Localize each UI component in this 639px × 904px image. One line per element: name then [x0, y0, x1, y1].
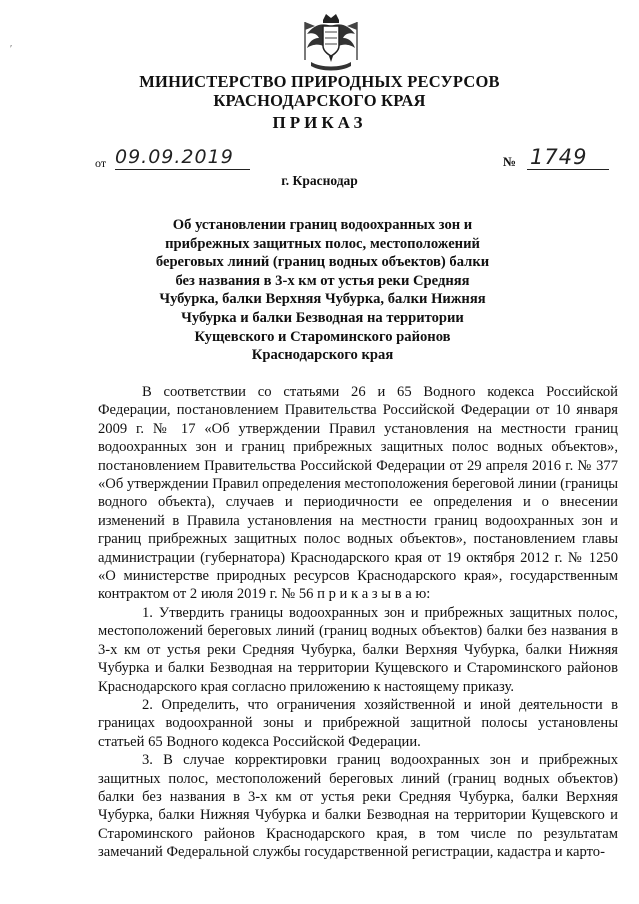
- number-underline: [527, 169, 609, 170]
- title-line: Краснодарского края: [251, 347, 394, 364]
- clause-1-paragraph: 1. Утвердить границы водоохранных зон и прибрежных защитных полос, местоположений береговых линий (границ водных объектов) балки без названия в 3-х км от устья реки Средняя Чубурка, балки Верхняя Чубурка, балки Нижняя Чубурка и балки Безводная на территории Кущевского и Староминского районов Краснодарского края согласно приложению к настоящему приказу.: [98, 604, 618, 695]
- clause-2-paragraph: 2. Определить, что ограничения хозяйственной и иной деятельности в границах водоохранной зоны и прибрежной защитной полосы установлены статьей 65 Водного кодекса Российской Федерации.: [98, 696, 618, 750]
- date-label: от: [95, 156, 107, 170]
- document-type: ПРИКАЗ: [272, 113, 367, 132]
- ministry-line-1: МИНИСТЕРСТВО ПРИРОДНЫХ РЕСУРСОВ: [139, 72, 500, 91]
- title-line: Чубурка, балки Верхняя Чубурка, балки Нижняя: [159, 291, 486, 308]
- handwritten-number: 1749: [530, 145, 588, 169]
- document-title: [150, 216, 495, 365]
- clause-3-paragraph: 3. В случае корректировки границ водоохранных зон и прибрежных защитных полос, местоположений береговых линий (границ водных объектов) балки без названия в 3-х км от устья реки Средняя Чубурка, балки Верхняя Чубурка, балки Нижняя Чубурка и балки Безводная на территории Кущевского и Староминского районов Краснодарского края, в том числе по результатам замечаний Федеральной службы государственной регистрации, кадастра и карто-: [98, 752, 618, 861]
- title-line: Чубурка и балки Безводная на территории: [181, 309, 464, 326]
- handwritten-date: 09.09.2019: [115, 146, 234, 168]
- page-margin-mark: ʹ: [10, 44, 13, 55]
- ministry-line-2: КРАСНОДАРСКОГО КРАЯ: [213, 91, 426, 110]
- city: г. Краснодар: [281, 173, 358, 188]
- preamble-paragraph: В соответствии со статьями 26 и 65 Водного кодекса Российской Федерации, постановлением Правительства Российской Федерации от 10 января 2009 г. № 17 «Об утверждении Правил установления на местности границ водоохранных зон и границ прибрежных защитных полос водных объектов», постановлением Правительства Российской Федерации от 29 апреля 2016 г. № 377 «Об утверждении Правил определения местоположения береговой линии (границы водного объекта), случаев и периодичности ее определения и о внесении изменений в Правила установления на местности границ водоохранных зон и границ прибрежных защитных полос водных объектов», постановлением главы администрации (губернатора) Краснодарского края от 19 октября 2012 г. № 1250 «О министерстве природных ресурсов Краснодарского края», государственным контрактом от 2 июля 2019 г. № 56 п р и к а з ы в а ю:: [98, 384, 618, 603]
- title-line: без названия в 3-х км от устья реки Средняя: [175, 272, 470, 289]
- title-line: Об установлении границ водоохранных зон и: [172, 217, 473, 233]
- title-line: береговых линий (границ водных объектов) балки: [155, 254, 490, 271]
- document-body: [98, 383, 618, 862]
- number-label: №: [503, 154, 517, 169]
- date-underline: [115, 169, 250, 170]
- title-line: прибрежных защитных полос, местоположений: [165, 235, 480, 252]
- ministry-name: [0, 72, 639, 110]
- title-line: Кущевского и Староминского районов: [194, 328, 451, 345]
- coat-of-arms-icon: [295, 12, 367, 74]
